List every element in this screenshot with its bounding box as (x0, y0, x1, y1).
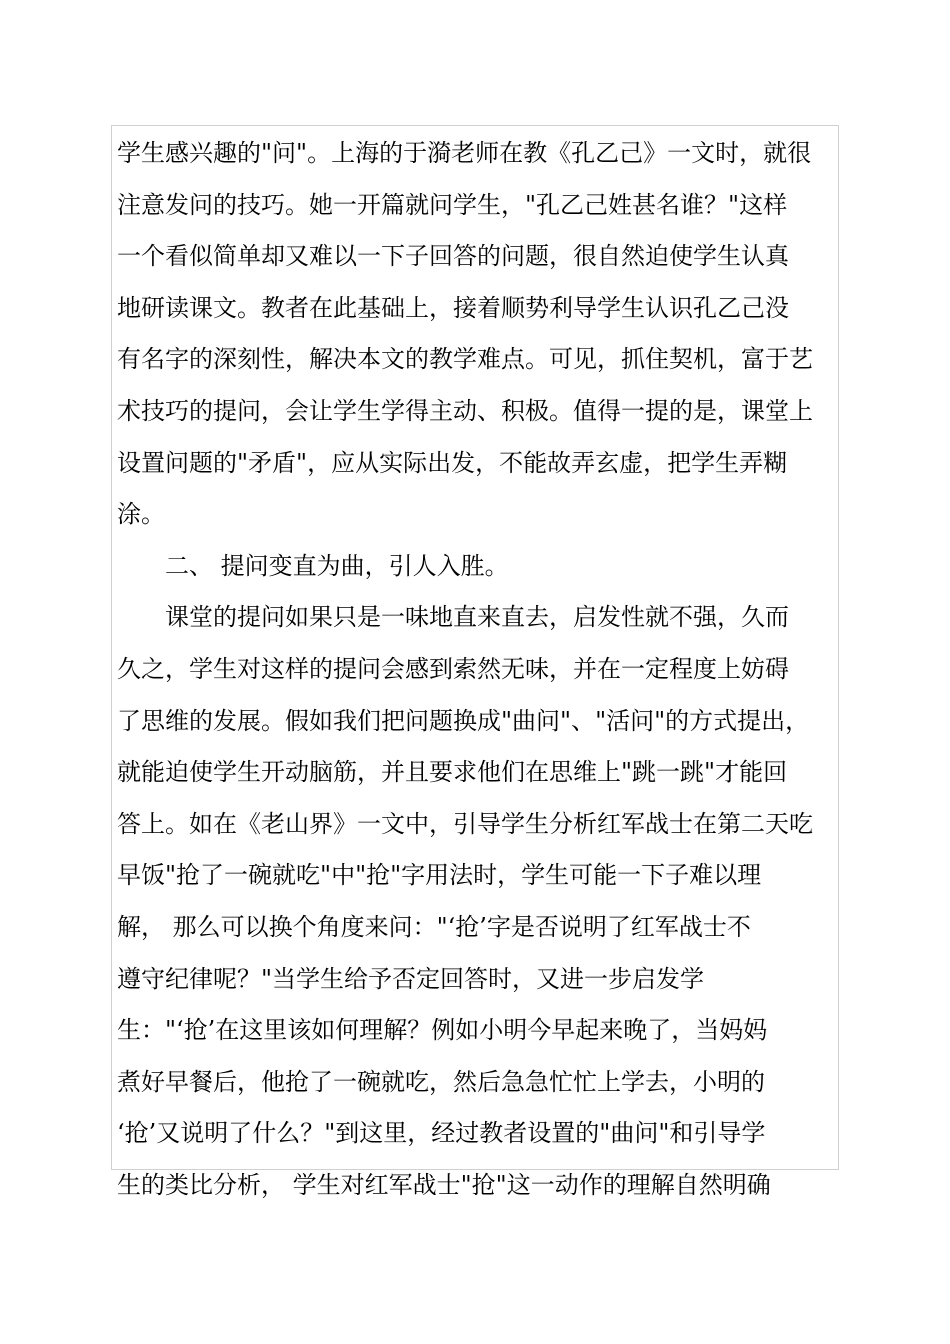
text-line: 有名字的深刻性，解决本文的教学难点。可见，抓住契机，富于艺 (117, 345, 813, 374)
text-line: 二、 提问变直为曲，引人入胜。 (165, 551, 509, 580)
text-line: 就能迫使学生开动脑筋，并且要求他们在思维上"跳一跳"才能回 (117, 758, 788, 787)
text-line: 一个看似简单却又难以一下子回答的问题，很自然迫使学生认真 (117, 242, 789, 271)
text-line: 答上。如在《老山界》一文中，引导学生分析红军战士在第二天吃 (117, 809, 813, 838)
text-line: ‘抢’又说明了什么？"到这里，经过教者设置的"曲问"和引导学 (117, 1119, 766, 1148)
text-line: 设置问题的"矛盾"，应从实际出发，不能故弄玄虚，把学生弄糊 (117, 448, 788, 477)
text-line: 解， 那么可以换个角度来问："‘抢’字是否说明了红军战士不 (117, 912, 751, 941)
text-line: 术技巧的提问，会让学生学得主动、积极。值得一提的是，课堂上 (117, 396, 813, 425)
text-line: 了思维的发展。假如我们把问题换成"曲问"、"活问"的方式提出， (117, 706, 810, 735)
text-line: 久之，学生对这样的提问会感到索然无味，并在一定程度上妨碍 (117, 654, 789, 683)
text-line: 早饭"抢了一碗就吃"中"抢"字用法时，学生可能一下子难以理 (117, 861, 762, 890)
text-line: 地研读课文。教者在此基础上，接着顺势利导学生认识孔乙己没 (117, 293, 789, 322)
text-line: 注意发问的技巧。她一开篇就问学生，"孔乙己姓甚名谁？"这样 (117, 190, 788, 219)
text-line: 遵守纪律呢？"当学生给予否定回答时，又进一步启发学 (117, 964, 705, 993)
text-line: 涂。 (117, 500, 165, 529)
document-body (117, 128, 839, 1211)
text-line: 课堂的提问如果只是一味地直来直去，启发性就不强，久而 (165, 603, 789, 632)
text-line: 生："‘抢’在这里该如何理解？例如小明今早起来晚了，当妈妈 (117, 1016, 768, 1045)
text-line: 学生感兴趣的"问"。上海的于漪老师在教《孔乙己》一文时，就很 (117, 139, 812, 167)
text-line: 煮好早餐后，他抢了一碗就吃，然后急急忙忙上学去，小明的 (117, 1067, 765, 1096)
text-line: 生的类比分析， 学生对红军战士"抢"这一动作的理解自然明确 (117, 1170, 771, 1199)
